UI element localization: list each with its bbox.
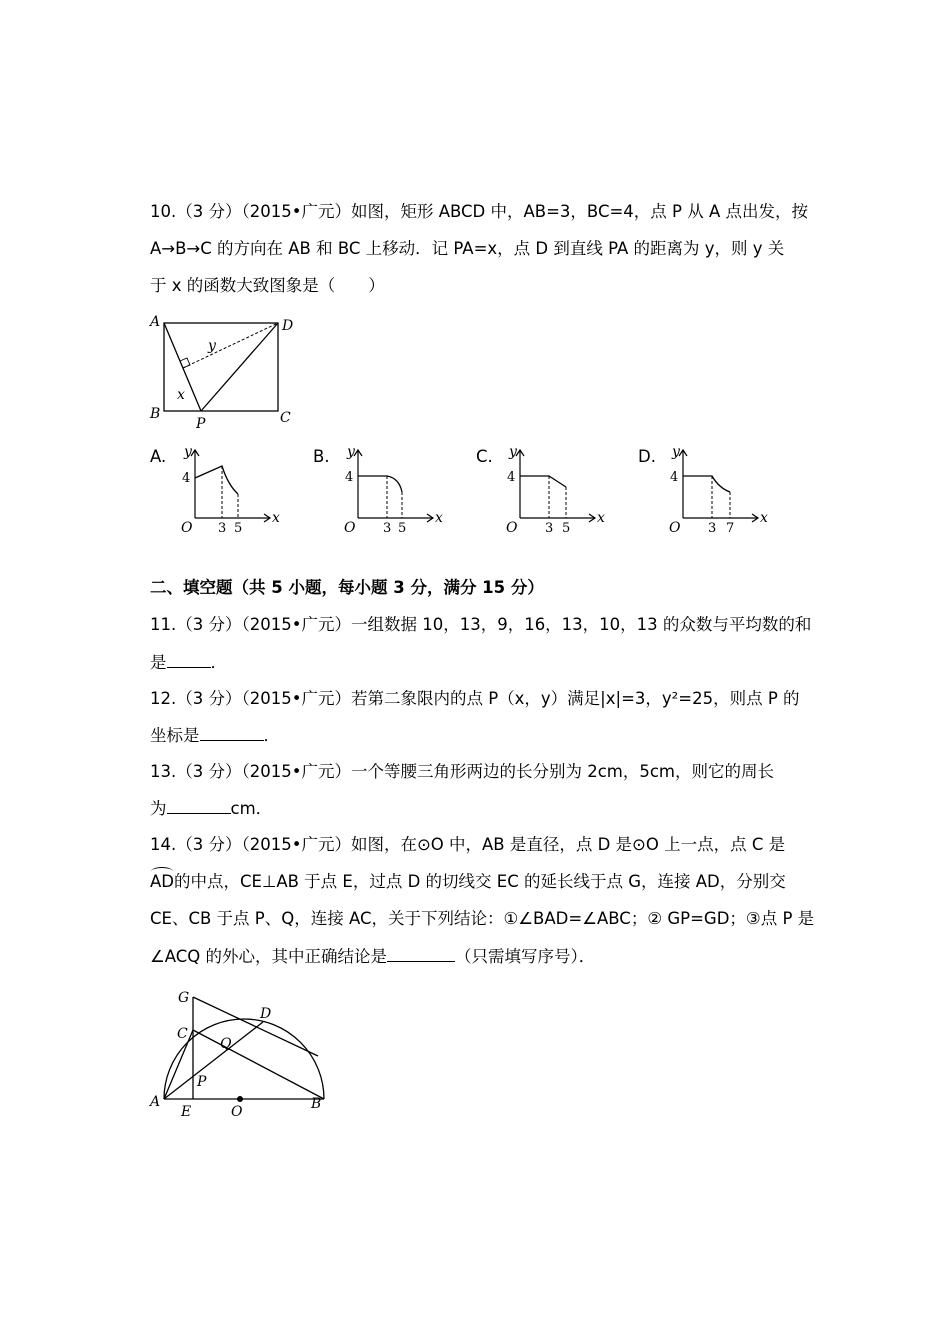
svg-text:O: O — [669, 520, 681, 535]
q12-line-2-post: ． — [263, 726, 280, 745]
q14-line-1: 14.（3 分）（2015•广元）如图，在⊙O 中，AB 是直径，点 D 是⊙O 上一点，点 C 是 — [150, 835, 786, 854]
segment-pd — [201, 323, 278, 411]
q12-line-2-pre: 坐标是 — [150, 726, 200, 745]
svg-text:y: y — [184, 444, 192, 460]
label-y: y — [208, 338, 216, 354]
label-x: x — [177, 387, 185, 403]
label-b: B — [311, 1096, 322, 1112]
q11-answer-blank[interactable] — [167, 651, 211, 668]
option-d-curve — [683, 476, 730, 492]
option-d-graph — [658, 440, 778, 535]
q11-line-2 — [150, 651, 227, 674]
option-b-curve — [358, 476, 402, 492]
option-b-graph — [333, 440, 453, 535]
svg-text:4: 4 — [670, 470, 679, 485]
q14-circle-figure — [140, 980, 340, 1120]
q13-line-2 — [150, 797, 272, 820]
segment-y-dashed — [183, 323, 278, 368]
q12-line-1: 12.（3 分）（2015•广元）若第二象限内的点 P（x，y）满足|x|=3，y²=25，则点 P 的 — [150, 689, 800, 708]
q12-answer-blank[interactable] — [200, 724, 264, 741]
q10-line-2: A→B→C 的方向在 AB 和 BC 上移动．记 PA=x，点 D 到直线 PA 的距离为 y，则 y 关 — [150, 239, 785, 258]
label-g: G — [178, 990, 190, 1006]
label-o: O — [231, 1104, 243, 1120]
svg-text:O: O — [506, 520, 518, 535]
svg-text:x: x — [272, 510, 280, 526]
svg-text:5: 5 — [562, 521, 571, 535]
q13-line-2-pre: 为 — [150, 799, 167, 818]
svg-text:y: y — [672, 444, 680, 460]
label-a: A — [150, 1094, 161, 1110]
svg-text:x: x — [760, 510, 768, 526]
svg-text:O: O — [344, 520, 356, 535]
segment-cb — [193, 1030, 324, 1099]
svg-text:3: 3 — [218, 521, 227, 535]
svg-text:3: 3 — [545, 521, 554, 535]
option-a-label: A. — [150, 447, 167, 466]
q14-answer-blank[interactable] — [387, 945, 455, 962]
section-2-heading: 二、填空题（共 5 小题，每小题 3 分，满分 15 分） — [150, 578, 544, 597]
q13-line-2-post: cm． — [230, 799, 273, 818]
label-b: B — [150, 406, 161, 422]
svg-text:3: 3 — [383, 521, 392, 535]
svg-text:O: O — [181, 520, 193, 535]
svg-text:4: 4 — [507, 470, 516, 485]
q11-line-2-post: ． — [210, 653, 227, 672]
q14-line-4 — [150, 945, 595, 968]
center-o-dot — [237, 1096, 243, 1102]
q11-line-1: 11.（3 分）（2015•广元）一组数据 10，13，9，16，13，10，13 的众数与平均数的和 — [150, 615, 812, 634]
label-c: C — [177, 1026, 188, 1042]
q14-line-3: CE、CB 于点 P、Q，连接 AC，关于下列结论：①∠BAD=∠ABC；② GP=GD；③点 P 是 — [150, 909, 815, 928]
svg-text:4: 4 — [345, 470, 354, 485]
option-a-curve — [195, 466, 238, 494]
svg-text:4: 4 — [182, 471, 191, 486]
q13-line-1: 13.（3 分）（2015•广元）一个等腰三角形两边的长分别为 2cm，5cm，则它的周长 — [150, 762, 774, 781]
q14-line-4-pre: ∠ACQ 的外心，其中正确结论是 — [150, 947, 388, 966]
option-c-curve — [520, 476, 566, 487]
option-c-label: C. — [476, 447, 493, 466]
label-p: P — [197, 1074, 207, 1090]
label-p: P — [196, 416, 206, 432]
label-d: D — [282, 318, 294, 334]
svg-text:3: 3 — [708, 521, 717, 535]
svg-text:y: y — [509, 444, 517, 460]
q11-line-2-pre: 是 — [150, 653, 167, 672]
svg-text:x: x — [597, 510, 605, 526]
label-a: A — [150, 314, 161, 330]
q10-line-1: 10.（3 分）（2015•广元）如图，矩形 ABCD 中，AB=3，BC=4，点 P 从 A 点出发，按 — [150, 202, 809, 221]
svg-text:5: 5 — [398, 521, 407, 535]
arc-ad-label: AD — [150, 872, 174, 891]
q13-answer-blank[interactable] — [167, 797, 231, 814]
tangent-gd — [193, 997, 318, 1056]
option-b-label: B. — [313, 447, 330, 466]
option-d-label: D. — [638, 447, 656, 466]
label-d: D — [260, 1006, 272, 1022]
label-c: C — [280, 410, 291, 426]
q10-rectangle-figure — [140, 308, 310, 433]
label-e: E — [181, 1104, 192, 1120]
option-c-graph — [495, 440, 615, 535]
svg-text:7: 7 — [726, 521, 735, 535]
q14-line-2 — [150, 871, 786, 893]
arc-mark — [151, 867, 173, 876]
svg-text:5: 5 — [234, 521, 243, 535]
q14-line-4-post: （只需填写序号）． — [455, 947, 596, 966]
q10-line-3: 于 x 的函数大致图象是（ ） — [150, 276, 385, 295]
svg-text:y: y — [347, 444, 355, 460]
arc-ad — [150, 871, 174, 893]
option-a-graph — [170, 440, 290, 535]
svg-text:x: x — [435, 510, 443, 526]
q12-line-2 — [150, 724, 280, 747]
q14-line-2-rest: 的中点，CE⊥AB 于点 E，过点 D 的切线交 EC 的延长线于点 G，连接 AD，分别交 — [174, 872, 786, 891]
label-q: Q — [220, 1036, 232, 1052]
